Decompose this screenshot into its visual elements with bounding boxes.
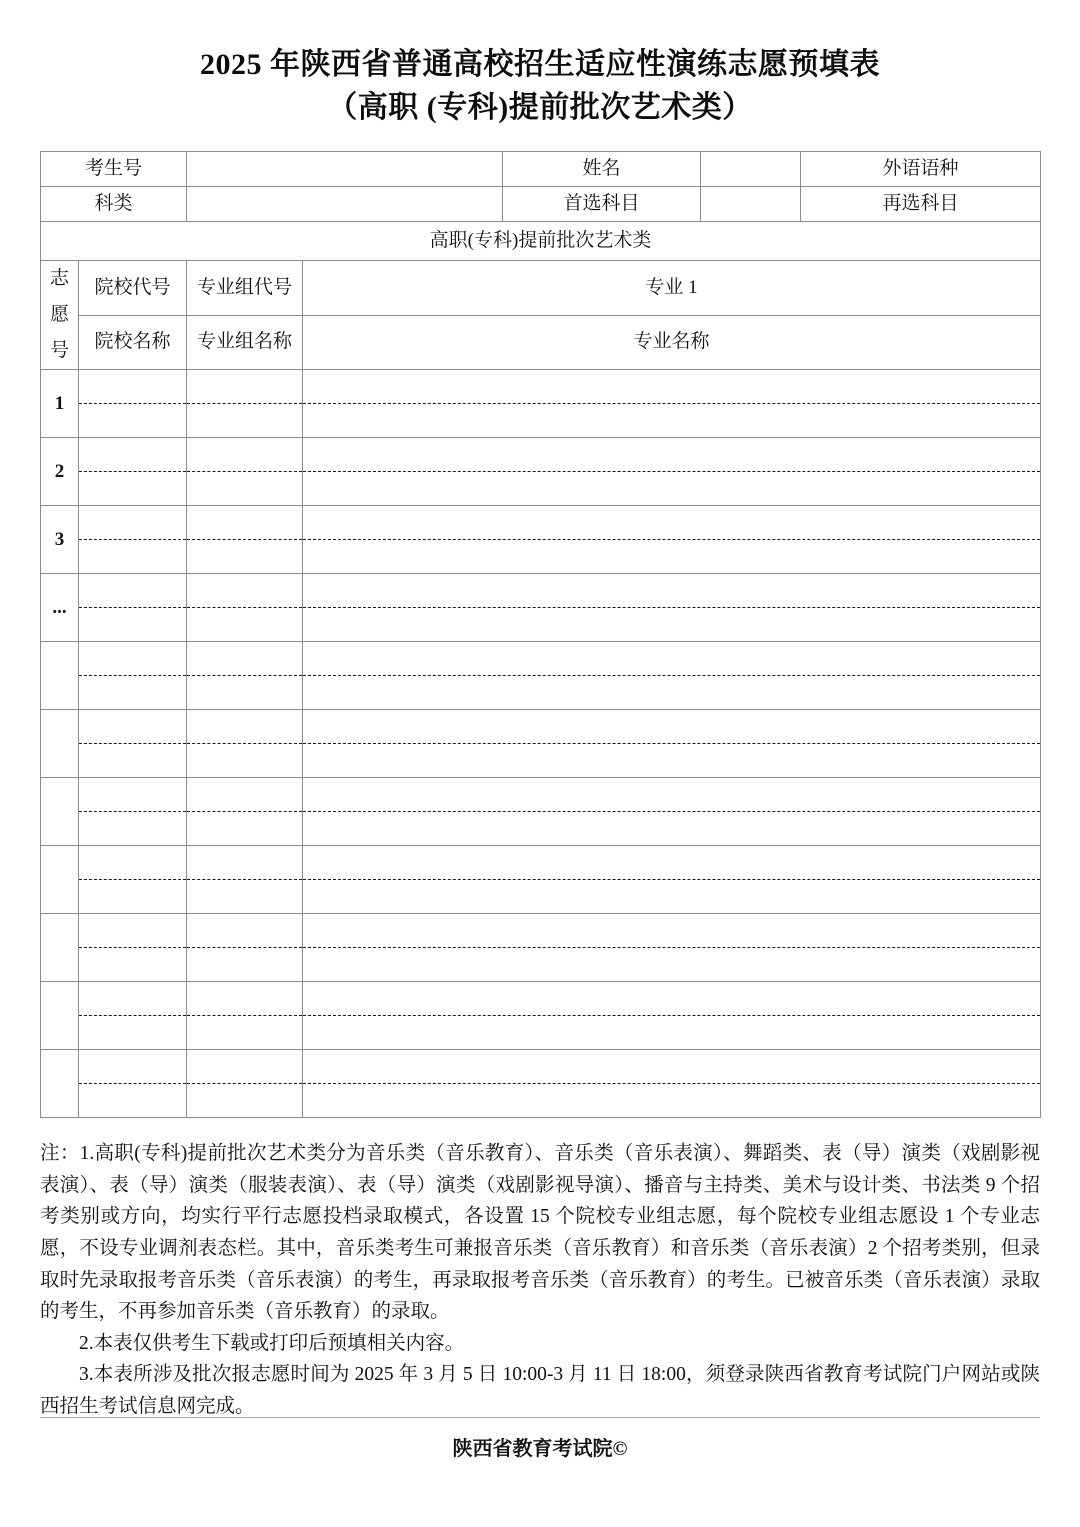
label-second-subject: 再选科目 [801,187,1041,222]
group-cell-code[interactable] [187,982,302,1016]
header-major-1: 专业 1 [303,261,1041,316]
group-cell[interactable] [187,370,303,438]
school-cell[interactable] [79,778,187,846]
field-candidate-no[interactable] [187,152,503,187]
field-category[interactable] [187,187,503,222]
school-cell[interactable] [79,370,187,438]
group-cell-name[interactable] [187,676,302,709]
header-major-name: 专业名称 [303,315,1041,370]
major-cell-code[interactable] [303,370,1040,404]
group-cell-name[interactable] [187,472,302,505]
section-header-text: 高职(专科)提前批次艺术类 [41,222,1041,261]
header-school-name: 院校名称 [79,315,187,370]
major-cell[interactable] [303,370,1041,438]
major-cell-code[interactable] [303,710,1040,744]
major-cell-name[interactable] [303,880,1040,913]
school-cell-name[interactable] [79,540,186,573]
group-cell-code[interactable] [187,710,302,744]
row-number-cell: 1 [41,370,79,438]
group-cell-name[interactable] [187,812,302,845]
major-cell-code[interactable] [303,982,1040,1016]
title-line-1: 2025 年陕西省普通高校招生适应性演练志愿预填表 [200,48,880,81]
major-cell[interactable] [303,710,1041,778]
major-cell[interactable] [303,982,1041,1050]
major-cell-name[interactable] [303,608,1040,641]
field-first-subject[interactable] [701,187,801,222]
form-data-rows [41,370,1041,1118]
school-cell-code[interactable] [79,982,186,1016]
group-cell[interactable] [187,506,303,574]
major-cell-name[interactable] [303,948,1040,981]
table-row [41,438,1041,506]
major-cell[interactable] [303,506,1041,574]
table-row [41,846,1041,914]
school-cell[interactable] [79,710,187,778]
school-cell-name[interactable] [79,676,186,709]
major-cell[interactable] [303,914,1041,982]
table-row [41,642,1041,710]
school-cell[interactable] [79,642,187,710]
group-cell-name[interactable] [187,880,302,913]
group-cell-name[interactable] [187,1084,302,1117]
group-cell-code[interactable] [187,506,302,540]
note-2: 2.本表仅供考生下载或打印后预填相关内容。 [79,1332,465,1354]
major-cell-name[interactable] [303,540,1040,573]
footer-text: 陕西省教育考试院© [452,1438,628,1460]
header-wish-no [41,261,79,370]
group-cell-name[interactable] [187,540,302,573]
school-cell-code[interactable] [79,914,186,948]
header-group-code: 专业组代号 [187,261,303,316]
note-1: 注：1.高职(专科)提前批次艺术类分为音乐类（音乐教育）、音乐类（音乐表演）、舞蹈类、表（导）演类（戏剧影视表演）、表（导）演类（服装表演）、表（导）演类（戏剧影视导演）、播音与主持类、美术与设计类、书法类 9 个招考类别或方向，均实行平行志愿投档录取模式，各设置 15 个院校专业组志愿，每个院校专业组志愿设 1 个专业志愿，不设专业调剂表态栏。其中，音乐类考生可兼报音乐类（音乐教育）和音乐类（音乐表演）2 个招考类别，但录取时先录取报考音乐类（音乐表演）的考生，再录取报考音乐类（音乐教育）的考生。已被音乐类（音乐表演）录取的考生，不再参加音乐类（音乐教育）的录取。 [40,1143,1040,1323]
school-cell-code[interactable] [79,438,186,472]
group-cell-code[interactable] [187,914,302,948]
school-cell-code[interactable] [79,642,186,676]
major-cell-name[interactable] [303,472,1040,505]
major-cell[interactable] [303,438,1041,506]
form-table-container [40,151,1040,1118]
school-cell-code[interactable] [79,846,186,880]
major-cell-name[interactable] [303,744,1040,777]
group-cell-code[interactable] [187,642,302,676]
table-row [41,574,1041,642]
row-number-cell: ... [41,574,79,642]
table-row [41,506,1041,574]
row-number-cell [41,982,79,1050]
major-cell-code[interactable] [303,1050,1040,1084]
header-group-name: 专业组名称 [187,315,303,370]
table-row [41,914,1041,982]
major-cell-name[interactable] [303,404,1040,437]
table-row [41,1050,1041,1118]
group-cell[interactable] [187,1050,303,1118]
title-line-2: （高职 (专科)提前批次艺术类） [327,90,753,124]
row-number-cell [41,710,79,778]
major-cell[interactable] [303,778,1041,846]
group-cell-name[interactable] [187,948,302,981]
school-cell-code[interactable] [79,778,186,812]
label-first-subject: 首选科目 [503,187,701,222]
header-school-code: 院校代号 [79,261,187,316]
school-cell-code[interactable] [79,370,186,404]
group-cell[interactable] [187,710,303,778]
major-cell-code[interactable] [303,574,1040,608]
group-cell-code[interactable] [187,438,302,472]
school-cell-code[interactable] [79,710,186,744]
school-cell-name[interactable] [79,472,186,505]
row-number-cell: 2 [41,438,79,506]
group-cell-name[interactable] [187,608,302,641]
school-cell[interactable] [79,438,187,506]
row-number-cell: 3 [41,506,79,574]
group-cell-code[interactable] [187,778,302,812]
table-row [41,710,1041,778]
row-number-cell [41,1050,79,1118]
school-cell[interactable] [79,506,187,574]
row-number-cell [41,778,79,846]
header-wish-no-char-1: 志 [49,268,69,290]
row-number-cell [41,914,79,982]
info-row-subject [41,187,1041,222]
major-cell-name[interactable] [303,812,1040,845]
major-cell-code[interactable] [303,506,1040,540]
school-cell-name[interactable] [79,948,186,981]
school-cell-name[interactable] [79,404,186,437]
group-cell[interactable] [187,778,303,846]
major-cell-name[interactable] [303,676,1040,709]
footer-divider [40,1417,1040,1418]
note-3: 3.本表所涉及批次报志愿时间为 2025 年 3 月 5 日 10:00-3 月 11 日 18:00，须登录陕西省教育考试院门户网站或陕西招生考试信息网完成。 [40,1364,1040,1417]
major-cell-name[interactable] [303,1084,1040,1117]
label-category: 科类 [41,187,187,222]
group-cell-code[interactable] [187,1050,302,1084]
major-cell-code[interactable] [303,438,1040,472]
table-row [41,370,1041,438]
row-number-cell [41,642,79,710]
school-cell-name[interactable] [79,1016,186,1049]
table-row [41,778,1041,846]
major-cell[interactable] [303,1050,1041,1118]
major-cell-code[interactable] [303,914,1040,948]
school-cell[interactable] [79,574,187,642]
group-cell[interactable] [187,574,303,642]
school-cell-name[interactable] [79,880,186,913]
column-header-row-top [41,261,1041,316]
info-row-candidate [41,152,1041,187]
group-cell-code[interactable] [187,370,302,404]
school-cell[interactable] [79,914,187,982]
school-cell[interactable] [79,846,187,914]
group-cell-code[interactable] [187,574,302,608]
table-row [41,982,1041,1050]
major-cell-code[interactable] [303,778,1040,812]
major-cell[interactable] [303,642,1041,710]
header-wish-no-char-2: 愿 [49,304,69,326]
volunteer-form-table [40,151,1041,1118]
document-title [0,0,1080,129]
major-cell-code[interactable] [303,846,1040,880]
group-cell[interactable] [187,846,303,914]
school-cell-name[interactable] [79,608,186,641]
group-cell[interactable] [187,982,303,1050]
school-cell-name[interactable] [79,812,186,845]
group-cell-name[interactable] [187,1016,302,1049]
school-cell[interactable] [79,982,187,1050]
label-foreign-language: 外语语种 [801,152,1041,187]
group-cell[interactable] [187,914,303,982]
group-cell-code[interactable] [187,846,302,880]
column-header-row-bottom [41,315,1041,370]
school-cell-code[interactable] [79,506,186,540]
major-cell-code[interactable] [303,642,1040,676]
school-cell[interactable] [79,1050,187,1118]
header-wish-no-char-3: 号 [49,340,69,362]
label-name: 姓名 [503,152,701,187]
major-cell-name[interactable] [303,1016,1040,1049]
school-cell-code[interactable] [79,574,186,608]
school-cell-code[interactable] [79,1050,186,1084]
group-cell-name[interactable] [187,744,302,777]
row-number-cell [41,846,79,914]
notes-section [40,1138,1040,1422]
label-candidate-no: 考生号 [41,152,187,187]
field-name[interactable] [701,152,801,187]
major-cell[interactable] [303,574,1041,642]
section-header-row [41,222,1041,261]
major-cell[interactable] [303,846,1041,914]
group-cell-name[interactable] [187,404,302,437]
group-cell[interactable] [187,438,303,506]
page-footer [40,1417,1040,1461]
school-cell-name[interactable] [79,1084,186,1117]
school-cell-name[interactable] [79,744,186,777]
group-cell[interactable] [187,642,303,710]
